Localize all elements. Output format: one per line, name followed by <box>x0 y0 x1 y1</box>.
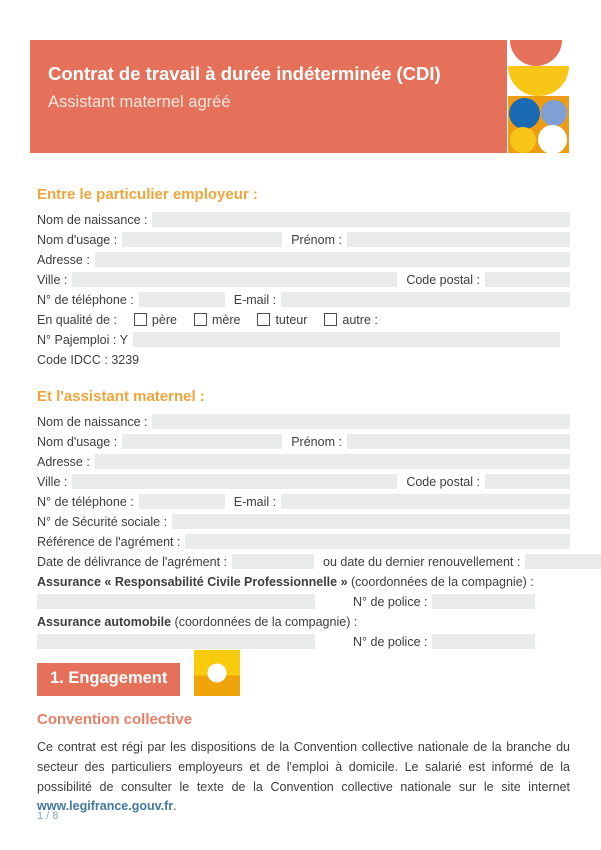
assistant-renewal-date-field[interactable] <box>525 554 601 569</box>
white-circle-icon <box>538 125 567 154</box>
assistant-auto-fields-row <box>37 634 570 649</box>
employer-section-heading: Entre le particulier employeur : <box>37 186 258 203</box>
employer-phone-field[interactable] <box>139 292 225 307</box>
engagement-section <box>37 650 570 830</box>
engagement-badge: 1. Engagement <box>37 663 180 696</box>
renewal-date-label: ou date du dernier renouvellement : <box>323 554 521 569</box>
assistant-ssn-row <box>37 514 570 529</box>
usage-name-label: Nom d'usage : <box>37 434 118 449</box>
engagement-icon <box>194 650 240 696</box>
employer-address-row <box>37 252 570 267</box>
quality-option-tuteur <box>257 313 307 327</box>
engagement-heading-row <box>37 650 570 696</box>
assistant-email-field[interactable] <box>281 494 570 509</box>
first-name-label: Prénom : <box>291 232 342 247</box>
assistant-rcp-company-field[interactable] <box>37 594 315 609</box>
auto-police-number-label: N° de police : <box>353 634 428 649</box>
address-label: Adresse : <box>37 454 90 469</box>
employer-pajemploi-row <box>37 332 570 347</box>
employer-phone-row <box>37 292 570 307</box>
assistant-postal-code-field[interactable] <box>485 474 570 489</box>
pere-checkbox[interactable] <box>134 313 147 326</box>
assistant-rcp-police-number-field[interactable] <box>432 594 535 609</box>
assistant-agrement-ref-row <box>37 534 570 549</box>
employer-usage-name-field[interactable] <box>122 232 282 247</box>
employer-quality-row <box>37 312 570 327</box>
employer-city-row <box>37 272 570 287</box>
circle-grid-icon <box>508 96 569 153</box>
paragraph-text: Ce contrat est régi par les dispositions de la Convention collective nationale de la branche du secteur des particuliers employeurs et de l'emploi à domicile. Le salarié est informé de la possibilité de consulter le texte de la Convention collective nationale sur le site internet <box>37 740 570 794</box>
autre-checkbox[interactable] <box>324 313 337 326</box>
birth-name-label: Nom de naissance : <box>37 414 148 429</box>
assistant-city-row <box>37 474 570 489</box>
coral-semicircle-icon <box>510 40 562 66</box>
assistant-section-heading: Et l'assistant maternel : <box>37 388 205 405</box>
tuteur-checkbox[interactable] <box>257 313 270 326</box>
convention-collective-heading: Convention collective <box>37 711 193 728</box>
quality-option-autre <box>324 313 377 327</box>
ssn-label: N° de Sécurité sociale : <box>37 514 168 529</box>
employer-city-field[interactable] <box>72 272 397 287</box>
mere-checkbox[interactable] <box>194 313 207 326</box>
header-banner <box>30 40 507 153</box>
quality-label: En qualité de : <box>37 312 117 327</box>
assistant-city-field[interactable] <box>72 474 397 489</box>
phone-label: N° de téléphone : <box>37 494 134 509</box>
pajemploi-label: N° Pajemploi : Y <box>37 332 128 347</box>
employer-birth-name-row <box>37 212 570 227</box>
email-label: E-mail : <box>233 292 277 307</box>
page-number: 1 / 8 <box>37 810 59 822</box>
assistant-phone-row <box>37 494 570 509</box>
dark-blue-circle-icon <box>509 98 540 129</box>
city-label: Ville : <box>37 272 68 287</box>
postal-code-label: Code postal : <box>406 474 480 489</box>
auto-insurance-label-rest: (coordonnées de la compagnie) : <box>171 614 358 629</box>
auto-insurance-label-bold: Assurance automobile <box>37 614 172 629</box>
assistant-birth-name-field[interactable] <box>152 414 570 429</box>
first-name-label: Prénom : <box>291 434 342 449</box>
employer-usage-name-row <box>37 232 570 247</box>
idcc-label: Code IDCC : 3239 <box>37 352 140 367</box>
assistant-usage-name-field[interactable] <box>122 434 282 449</box>
assistant-usage-name-row <box>37 434 570 449</box>
employer-address-field[interactable] <box>95 252 570 267</box>
white-dot-icon <box>208 664 227 683</box>
rcp-police-number-label: N° de police : <box>353 594 428 609</box>
assistant-birth-name-row <box>37 414 570 429</box>
yellow-circle-icon <box>510 127 536 153</box>
quality-option-mere <box>194 313 240 327</box>
agrement-date-label: Date de délivrance de l'agrément : <box>37 554 227 569</box>
employer-first-name-field[interactable] <box>347 232 570 247</box>
assistant-auto-company-field[interactable] <box>37 634 315 649</box>
usage-name-label: Nom d'usage : <box>37 232 118 247</box>
assistant-address-field[interactable] <box>95 454 570 469</box>
legifrance-link[interactable]: www.legifrance.gouv.fr <box>37 799 174 814</box>
address-label: Adresse : <box>37 252 90 267</box>
assistant-section <box>37 388 570 654</box>
employer-email-field[interactable] <box>281 292 570 307</box>
rcp-insurance-label-rest: (coordonnées de la compagnie) : <box>347 574 534 589</box>
employer-section <box>37 186 570 372</box>
assistant-rcp-label-row <box>37 574 570 589</box>
yellow-semicircle-icon <box>508 66 569 96</box>
tuteur-label: tuteur <box>275 312 308 327</box>
assistant-agrement-date-field[interactable] <box>232 554 314 569</box>
light-blue-circle-icon <box>541 100 567 126</box>
assistant-address-row <box>37 454 570 469</box>
mere-label: mère <box>211 312 241 327</box>
employer-idcc-row <box>37 352 570 367</box>
assistant-agrement-ref-field[interactable] <box>185 534 570 549</box>
autre-label: autre : <box>342 312 378 327</box>
email-label: E-mail : <box>233 494 277 509</box>
phone-label: N° de téléphone : <box>37 292 134 307</box>
postal-code-label: Code postal : <box>406 272 480 287</box>
assistant-phone-field[interactable] <box>139 494 225 509</box>
assistant-agrement-date-row <box>37 554 570 569</box>
birth-name-label: Nom de naissance : <box>37 212 148 227</box>
quality-option-pere <box>134 313 177 327</box>
convention-paragraph <box>37 738 570 817</box>
assistant-auto-police-number-field[interactable] <box>432 634 535 649</box>
employer-pajemploi-field[interactable] <box>133 332 560 347</box>
assistant-ssn-field[interactable] <box>172 514 570 529</box>
paragraph-period: . <box>173 799 177 814</box>
assistant-first-name-field[interactable] <box>347 434 570 449</box>
city-label: Ville : <box>37 474 68 489</box>
header-decoration <box>508 40 569 153</box>
employer-postal-code-field[interactable] <box>485 272 570 287</box>
agrement-ref-label: Référence de l'agrément : <box>37 534 181 549</box>
rcp-insurance-label-bold: Assurance « Responsabilité Civile Professionnelle » <box>37 574 348 589</box>
pere-label: père <box>151 312 177 327</box>
assistant-rcp-fields-row <box>37 594 570 609</box>
page-title: Contrat de travail à durée indéterminée (CDI) <box>48 63 441 84</box>
page-subtitle: Assistant maternel agréé <box>48 93 231 111</box>
employer-birth-name-field[interactable] <box>152 212 570 227</box>
assistant-auto-label-row <box>37 614 570 629</box>
